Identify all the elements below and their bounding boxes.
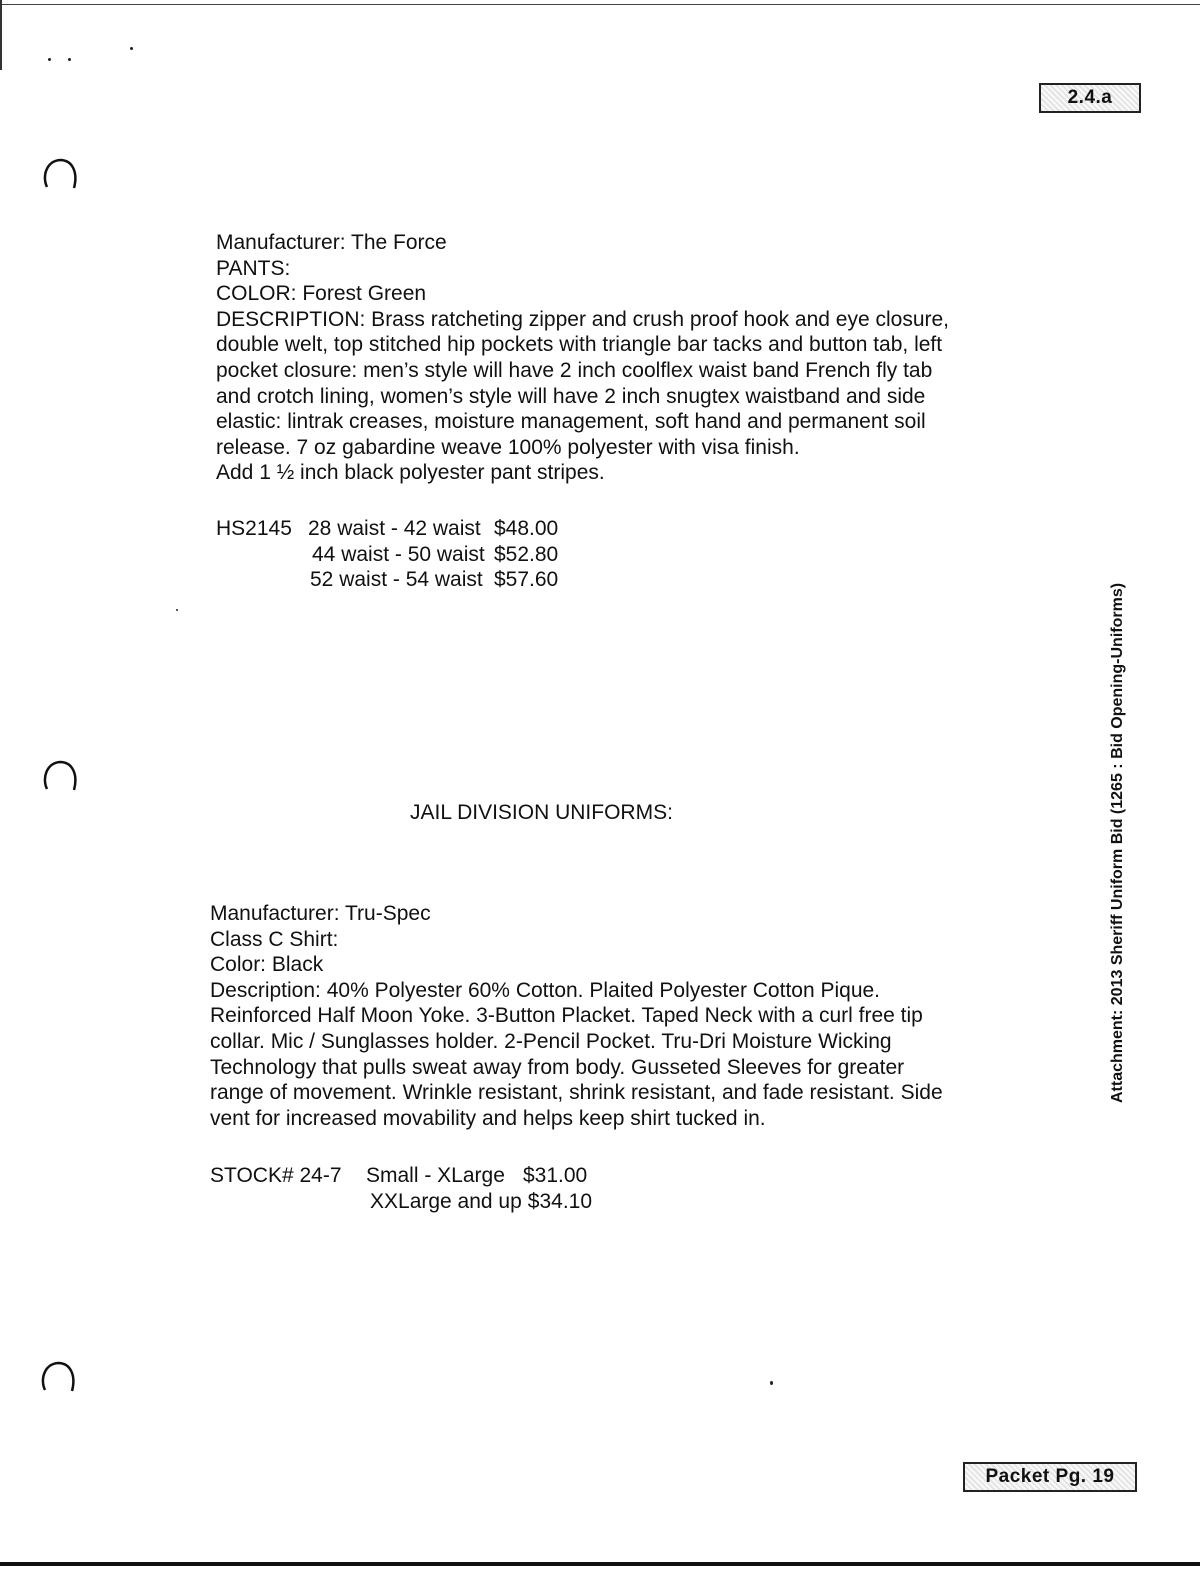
size-range: XXLarge and up <box>370 1189 522 1213</box>
pants-description-line: Add 1 ½ inch black polyester pant stripes. <box>216 461 605 485</box>
shirt-description-line: range of movement. Wrinkle resistant, shrink resistant, and fade resistant. Side <box>210 1081 943 1105</box>
pants-description-line: and crotch lining, women’s style will have 2 inch snugtex waistband and side <box>216 384 926 408</box>
price: $57.60 <box>494 568 559 592</box>
size-range: 28 waist - 42 waist <box>308 517 481 540</box>
shirt-manufacturer: Manufacturer: Tru-Spec <box>210 902 431 925</box>
scan-edge-top <box>0 4 1200 5</box>
scan-edge-bottom <box>0 1562 1200 1566</box>
price: $48.00 <box>494 517 559 540</box>
pants-color: COLOR: Forest Green <box>216 282 427 306</box>
packet-page-stamp: Packet Pg. 19 <box>963 1462 1137 1492</box>
scan-edge-left <box>0 0 2 70</box>
size-range: Small - XLarge <box>366 1164 505 1187</box>
shirt-item-title: Class C Shirt: <box>210 927 339 951</box>
shirt-description-line: Reinforced Half Moon Yoke. 3-Button Placket. Taped Neck with a curl free tip <box>210 1004 923 1028</box>
price-row <box>210 1189 592 1215</box>
shirt-price-list <box>210 1163 592 1214</box>
shirt-stock-number: STOCK# 24-7 <box>210 1164 342 1187</box>
pants-description-line: release. 7 oz gabardine weave 100% polyester with visa finish. <box>216 435 800 459</box>
price: $34.10 <box>527 1189 593 1213</box>
scan-speck <box>130 47 133 50</box>
price-row <box>216 567 558 593</box>
item-number-stamp: 2.4.a <box>1039 83 1141 113</box>
scan-speck <box>770 1381 773 1385</box>
punch-hole-icon <box>40 155 76 191</box>
price: $52.80 <box>494 542 559 566</box>
scan-speck <box>68 58 71 61</box>
shirt-description-line: Technology that pulls sweat away from body. Gusseted Sleeves for greater <box>210 1055 905 1079</box>
pants-description-line: pocket closure: men’s style will have 2 inch coolflex waist band French fly tab <box>216 358 933 382</box>
shirt-description-line: collar. Mic / Sunglasses holder. 2-Pencil Pocket. Tru-Dri Moisture Wicking <box>210 1029 892 1053</box>
shirt-color: Color: Black <box>210 953 324 977</box>
punch-hole-icon <box>40 757 76 793</box>
size-range: 52 waist - 54 waist <box>310 568 483 592</box>
pants-manufacturer: Manufacturer: The Force <box>216 231 447 254</box>
pants-description-line: DESCRIPTION: Brass ratcheting zipper and crush proof hook and eye closure, <box>216 307 950 331</box>
pants-stock-number: HS2145 <box>216 517 292 540</box>
scan-speck <box>48 58 51 61</box>
shirt-description-line: Description: 40% Polyester 60% Cotton. Plaited Polyester Cotton Pique. <box>210 978 881 1002</box>
pants-item-title: PANTS: <box>216 256 291 280</box>
price: $31.00 <box>523 1164 588 1187</box>
size-range: 44 waist - 50 waist <box>312 542 485 566</box>
shirt-description-line: vent for increased movability and helps keep shirt tucked in. <box>210 1106 766 1130</box>
pants-description-line: elastic: lintrak creases, moisture management, soft hand and permanent soil <box>216 410 926 434</box>
pants-description-line: double welt, top stitched hip pockets with triangle bar tacks and button tab, left <box>216 333 943 357</box>
price-row <box>210 1163 592 1189</box>
price-row <box>216 542 558 568</box>
pants-section <box>216 230 949 486</box>
price-row <box>216 516 558 542</box>
attachment-sidebar-label: Attachment: 2013 Sheriff Uniform Bid (1265 : Bid Opening-Uniforms) <box>1109 582 1126 1103</box>
jail-division-heading: JAIL DIVISION UNIFORMS: <box>410 801 673 824</box>
punch-hole-icon <box>38 1358 74 1394</box>
scan-speck <box>176 609 178 611</box>
pants-price-list <box>216 516 558 593</box>
shirt-section <box>210 901 943 1131</box>
